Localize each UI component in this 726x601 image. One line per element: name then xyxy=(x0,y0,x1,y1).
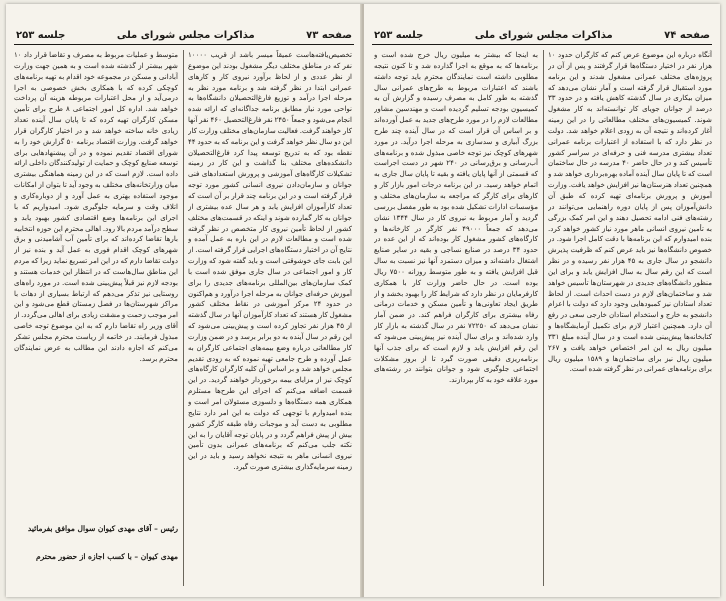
left-page-column-right-text: تخصیص‌یافته‌هاست عمیقاً میسر باشد از قریب ۱۰۰۰۰ نفر که در مناطق مختلف دیگر مشغول بودند این موضوع از نظر عددی و از لحاظ برآورد نیروی کار و کارهای عمرانی ابتدا در نظر گرفته شد و برنامه مورد نظر به مرحله اجرا درآمد و توزیع فارغ‌التحصیلان دانشگاه‌ها به نواحی مورد نیاز مطابق برنامه جداگانه‌ای که ارائه شده انجام می‌شود و جمعاً ۲۴۵۰ نفر فارغ‌التحصیل ۴۶۰ نفر آنها کار خواهند گرفت. فعالیت سازمان‌های مختلف وزارت کار این دو سال نظر خواهد گرفت و این برنامه که به حدود ۴۴ نقطه بود که به تدریج توسعه پیدا کرد فارغ‌التحصیلان دانشکده‌های مختلف بنا گذاشت و این کار در زمینه تشکیلات کارگاه‌های آموزشی و پرورش استعدادهای فنی جوانان و سازمان‌دادن نیروی انسانی کشور مورد توجه قرار گرفته است و در این برنامه چند قرار بر آن است که تعداد کارآموزان افزایش یابد و هر سال عده بیشتری از جوانان به کار گمارده شوند و اینکه در قسمت‌های مختلف کشور از لحاظ تأمین نیروی کار متخصص در نظر گرفته شده است و مطالعات لازم در این باره به عمل آمده و نتایج آن در اختیار دستگاه‌های اجرایی قرار گرفته است. از این بابت جای خوشوقتی است و باید گفته شود که وزارت کار و امور اجتماعی در سال جاری موفق شده است با کمک سازمان‌های بین‌المللی برنامه‌های جدیدی را برای آموزش حرفه‌ای جوانان به مرحله اجرا درآورد و هم‌اکنون در حدود ۲۴ مرکز آموزشی در نقاط مختلف کشور مشغول کار هستند که تعداد کارآموزان آنها در سال گذشته از ۴۵ هزار نفر تجاوز کرده است و پیش‌بینی می‌شود که این رقم در سال آینده به دو برابر برسد و در ضمن وزارت کار مطالعاتی درباره وضع بیمه‌های اجتماعی کارگران به عمل آورده و طرح جامعی تهیه نموده که به زودی تقدیم مجلس خواهد شد و بر اساس آن کلیه کارگران کارگاه‌های کوچک نیز از مزایای بیمه برخوردار خواهند گردید. در این قسمت اضافه می‌کنم که اجرای این طرح‌ها مستلزم همکاری همه دستگاه‌ها و دلسوزی مسئولان امر است و بنده امیدوارم با توجهی که دولت به این امر دارد نتایج مطلوبی به دست آید و موجبات رفاه طبقه کارگر کشور بیش از پیش فراهم گردد و در پایان توجه آقایان را به این نکته جلب می‌کنم که برنامه‌های عمرانی بدون تأمین نیروی انسانی ماهر به نتیجه نخواهد رسید و باید در این زمینه سرمایه‌گذاری بیشتری صورت گیرد. xyxy=(188,50,352,472)
right-page-title: مذاکرات مجلس شورای ملی xyxy=(474,29,613,41)
right-page-number: صفحه ۷۴ xyxy=(664,29,710,41)
left-page-column-left-text: متوسط و عملیات مربوط به مصرف و تقاضا قرار داد ۱۰ شهر بیشتر از گذشته شده است و به همین جهت وزارت آبادانی و مسکن در مجموعه خود اقدام به تهیه برنامه‌های کوچکی کرده که با همکاری بخش خصوصی به اجرا درمی‌آید و از محل اعتبارات مربوطه هزینه آن پرداخت خواهد شد. اداره کل امور اجتماعی ۸ طرح برای تأمین مسکن کارگران تهیه کرده که تا پایان سال آینده تعداد زیادی خانه ساخته خواهد شد و در اختیار کارگران قرار خواهد گرفت. وزارت اقتصاد برنامه ۵۰ گزارش خود را به شورای اقتصاد تقدیم نموده و در آن پیشنهادهایی برای توسعه صنایع کوچک و حمایت از تولیدکنندگان داخلی ارائه داده است. لازم است که در این زمینه هماهنگی بیشتری میان وزارتخانه‌های مختلف به وجود آید تا بتوان از امکانات موجود استفاده بهتری به عمل آورد و از دوباره‌کاری و اتلاف وقت و سرمایه جلوگیری شود. امیدواریم که با اجرای این برنامه‌ها وضع اقتصادی کشور بهبود یابد و سطح درآمد مردم بالا رود. اهالی محترم این حوزه انتخابیه بارها تقاضا کرده‌اند که برای تأمین آب آشامیدنی و برق شهرهای کوچک اقدام فوری به عمل آید و بنده نیز از دولت تقاضا دارم که در این امر تسریع نماید زیرا که مردم این مناطق سال‌هاست که در انتظار این خدمات هستند و بودجه لازم نیز قبلاً پیش‌بینی شده است. در مورد راه‌های روستایی نیز تذکر می‌دهم که ارتباط بسیاری از دهات با مراکز شهرستان‌ها در فصل زمستان قطع می‌شود و این امر موجب زحمت و مشقت زیادی برای اهالی می‌گردد. از آقای وزیر راه تقاضا دارم که به این موضوع توجه خاصی مبذول فرمایند. در خاتمه از ریاست محترم مجلس تشکر می‌کنم که اجازه دادند این مطالب به عرض نمایندگان محترم برسد. xyxy=(14,50,178,363)
right-page xyxy=(364,4,720,597)
right-page-header xyxy=(372,26,712,45)
speaker-line-deputy: مهدی کیوان – با کسب اجازه از حضور محترم xyxy=(35,552,178,561)
left-page-title: مذاکرات مجلس شورای ملی xyxy=(116,29,255,41)
left-page-header xyxy=(14,26,354,45)
right-page-column-divider xyxy=(543,50,544,586)
right-page-column-left xyxy=(374,50,538,590)
left-page xyxy=(6,4,362,597)
right-page-column-left-text: به اینجا که بیشتر به میلیون ریال خرج شده است و برنامه‌ها که به موقع به اجرا گذارده شد و تا کنون نتیجه مطلوبی داشته است نمایندگان محترم باید توجه داشته باشند که اعتبارات مربوط به طرح‌های عمرانی سال گذشته به طور کامل به مصرف رسیده و گزارش آن به کمیسیون بودجه تسلیم گردیده است و مهندسین مشاور مطالعات لازم را در مورد طرح‌های جدید به عمل آورده‌اند و بر اساس آن قرار است که در سال آینده چند طرح بزرگ آبیاری و سدسازی به مرحله اجرا درآید. در مورد شهرهای کوچک نیز توجه خاصی مبذول شده و برنامه‌های آب‌رسانی و برق‌رسانی در ۲۴۰ شهر در دست اجراست که قسمتی از آنها پایان یافته و بقیه تا پایان سال جاری به اتمام خواهد رسید. در این برنامه درجات امور بازار کار و کارهای برای کارگر که مراجعه به سازمان‌های مختلف و مؤسسات ادارات تشکیل شده بود به طور مفصل بررسی گردید و آمار مربوط به نیروی کار در سال ۱۳۴۴ نشان می‌دهد که جمعاً ۴۹۰۰۰ نفر کارگر در کارخانه‌ها و کارگاه‌های کشور مشغول کار بوده‌اند که از این عده در حدود ۳۴ درصد در صنایع نساجی و بقیه در سایر صنایع اشتغال داشته‌اند و میزان دستمزد آنها نیز نسبت به سال قبل افزایش یافته و به طور متوسط روزانه ۷۵۰۰ ریال بوده است. در حال حاضر وزارت کار با همکاری کارفرمایان در نظر دارد که شرایط کار را بهبود بخشد و از طریق ایجاد تعاونی‌ها و تأمین مسکن و خدمات درمانی رفاه بیشتری برای کارگران فراهم کند. در ضمن آمار نشان می‌دهد که ۷۲۲۵۰ نفر در سال گذشته به بازار کار وارد شده‌اند و برای سال آینده نیز پیش‌بینی می‌شود که این رقم افزایش یابد و لازم است که برای جذب آنها برنامه‌ریزی دقیقی صورت گیرد تا از بروز مشکلات اجتماعی جلوگیری شود و جوانان بتوانند در رشته‌های مورد علاقه خود به کار بپردازند. xyxy=(374,50,538,385)
left-page-number: صفحه ۷۳ xyxy=(306,29,352,41)
right-page-column-right-text: آنگاه درباره این موضوع عرض کنم که کارگران حدود ۱۰ هزار نفر در اختیار دستگاه‌ها قرار گرفتند و پس از آن در پروژه‌های مختلف عمرانی مشغول شدند و این برنامه مورد استقبال قرار گرفته است و آمار نشان می‌دهد که میزان بیکاری در سال گذشته کاهش یافته و در حدود ۳۳ درصد از جوانان جویای کار توانسته‌اند به کار مشغول شوند. کمیسیون‌های مختلف مطالعاتی را در این زمینه آغاز کرده‌اند و نتیجه آن به زودی اعلام خواهد شد. دولت در نظر دارد که با استفاده از اعتبارات برنامه عمرانی تعداد بیشتری مدرسه فنی و حرفه‌ای در سراسر کشور تأسیس کند و در حال حاضر ۴۰ مدرسه در حال ساختمان است که تا پایان سال آینده آماده بهره‌برداری خواهد شد و همچنین تعداد هنرستان‌ها نیز افزایش خواهد یافت. وزارت آموزش و پرورش برنامه‌ای تهیه کرده که طبق آن دانش‌آموزان پس از پایان دوره راهنمایی می‌توانند در رشته‌های فنی ادامه تحصیل دهند و این امر کمک بزرگی به تأمین نیروی انسانی ماهر مورد نیاز کشور خواهد کرد. بنده امیدوارم که این برنامه‌ها با دقت کامل اجرا شود. در خصوص دانشگاه‌ها نیز باید عرض کنم که ظرفیت پذیرش دانشجو در سال جاری به ۴۵ هزار نفر رسیده و در نظر است که این رقم سال به سال افزایش یابد و برای این منظور دانشگاه‌های جدیدی در شهرستان‌ها تأسیس خواهد شد و ساختمان‌های لازم در دست احداث است. از لحاظ تعداد استادان نیز کمبودهایی وجود دارد که دولت با اعزام دانشجو به خارج و استخدام استادان خارجی سعی در رفع آن دارد. همچنین اعتبار لازم برای تکمیل آزمایشگاه‌ها و کتابخانه‌ها پیش‌بینی شده است و در سال آینده مبلغ ۳۳۱ میلیون ریال به این امر اختصاص خواهد یافت و ۲۶۷ میلیون ریال نیز برای ساختمان‌ها و ۱۵۸۹ میلیون ریال برای برنامه‌های عمرانی در نظر گرفته شده است. xyxy=(548,50,712,374)
left-page-session: جلسه ۲۵۳ xyxy=(16,29,66,41)
left-page-column-right xyxy=(188,50,352,590)
left-page-column-left xyxy=(14,50,178,520)
right-page-column-right xyxy=(548,50,712,590)
book-spread xyxy=(6,4,720,597)
left-page-column-divider xyxy=(183,50,184,586)
right-page-session: جلسه ۲۵۳ xyxy=(374,29,424,41)
speaker-line-chair: رئیس – آقای مهدی کیوان سوال موافق بفرمائید xyxy=(27,524,178,533)
